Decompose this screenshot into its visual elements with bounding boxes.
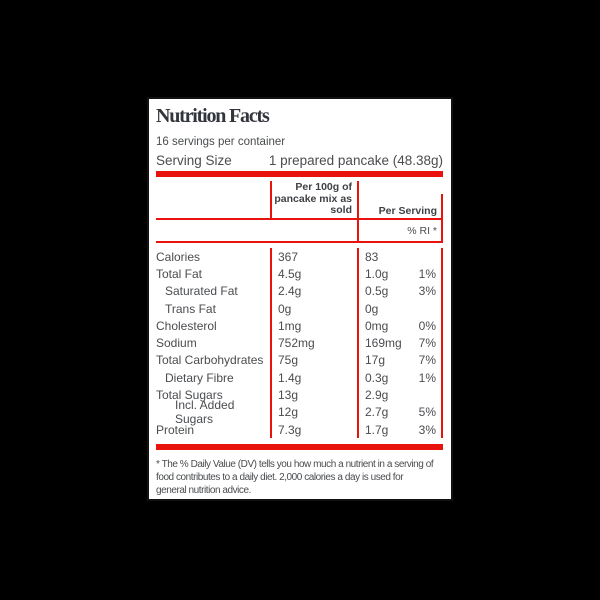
per-serving-value: 0g: [357, 300, 407, 317]
nutrient-name: Trans Fat: [165, 301, 216, 316]
top-divider-bar: [156, 171, 443, 177]
per-100g-value: 4.5g: [270, 265, 357, 282]
table-row: [156, 265, 443, 282]
ri-percent-value: 3%: [407, 421, 443, 438]
nutrient-name: Incl. Added Sugars: [175, 398, 235, 427]
ri-percent-value: 7%: [407, 334, 443, 351]
table-row: [156, 398, 443, 427]
ri-percent-value: 1%: [407, 265, 443, 282]
nutrient-name: Sodium: [156, 336, 197, 351]
per-serving-value: 0mg: [357, 317, 407, 334]
per-100g-value: 752mg: [270, 334, 357, 351]
label-title: Nutrition Facts: [156, 105, 269, 127]
nutrient-name: Calories: [156, 249, 201, 264]
ri-percent-value: 7%: [407, 352, 443, 369]
column-header-per-100g: Per 100g of pancake mix as sold: [270, 181, 357, 218]
nutrient-name: Dietary Fibre: [165, 370, 234, 385]
table-row: [156, 421, 443, 438]
table-row: [156, 369, 443, 386]
footnote-line: food contributes to a daily diet. 2,000 calories a day is used for: [156, 472, 404, 484]
daily-value-spacer: [156, 220, 357, 241]
per-100g-value: 12g: [270, 404, 357, 421]
table-row: [156, 334, 443, 351]
footnote-line: * The % Daily Value (DV) tells you how much a nutrient in a serving of: [156, 459, 434, 471]
nutrient-name: Cholesterol: [156, 318, 217, 333]
ri-percent-value: 5%: [407, 404, 443, 421]
daily-value-header: % RI *: [357, 220, 443, 241]
per-serving-value: 2.9g: [357, 386, 407, 403]
per-100g-value: 75g: [270, 352, 357, 369]
per-100g-value: 13g: [270, 386, 357, 403]
per-100g-value: 2.4g: [270, 283, 357, 300]
per-serving-value: 0.3g: [357, 369, 407, 386]
per-serving-value: 1.7g: [357, 421, 407, 438]
per-serving-value: 83: [357, 248, 407, 265]
column-header-spacer: [156, 181, 270, 218]
per-100g-value: 1mg: [270, 317, 357, 334]
bottom-divider-bar: [156, 444, 443, 450]
per-serving-value: 17g: [357, 352, 407, 369]
ri-percent-value: [407, 248, 443, 265]
nutrient-name: Total Carbohydrates: [156, 353, 264, 368]
column-header-per-serving: Per Serving: [359, 194, 443, 218]
ri-percent-value: 1%: [407, 369, 443, 386]
per-100g-value: 367: [270, 248, 357, 265]
table-row: [156, 248, 443, 265]
serving-size-label: Serving Size: [156, 153, 232, 168]
per-serving-value: 169mg: [357, 334, 407, 351]
table-row: [156, 317, 443, 334]
per-100g-value: 0g: [270, 300, 357, 317]
ri-percent-value: [407, 386, 443, 403]
nutrition-facts-label: [147, 97, 453, 501]
per-100g-value: 7.3g: [270, 421, 357, 438]
nutrient-name: Protein: [156, 422, 195, 437]
per-serving-value: 1.0g: [357, 265, 407, 282]
table-row: [156, 283, 443, 300]
table-row: [156, 352, 443, 369]
nutrient-name: Saturated Fat: [165, 284, 238, 299]
ri-percent-value: 3%: [407, 283, 443, 300]
serving-size-row: [156, 152, 443, 169]
footnote: [156, 458, 443, 497]
ri-percent-value: [407, 300, 443, 317]
nutrient-name: Total Sugars: [156, 388, 223, 403]
table-row: [156, 300, 443, 317]
per-serving-value: 0.5g: [357, 283, 407, 300]
footnote-line: general nutrition advice.: [156, 485, 251, 497]
daily-value-header-row: [156, 220, 443, 241]
column-header-row: [156, 181, 443, 218]
servings-per-container: 16 servings per container: [156, 136, 286, 148]
nutrient-table: [156, 243, 443, 442]
per-100g-value: 1.4g: [270, 369, 357, 386]
serving-size-value: 1 prepared pancake (48.38g): [268, 153, 443, 168]
ri-percent-value: 0%: [407, 317, 443, 334]
column-header-per-serving-cell: [357, 181, 443, 218]
nutrient-name: Total Fat: [156, 266, 203, 281]
per-serving-value: 2.7g: [357, 404, 407, 421]
